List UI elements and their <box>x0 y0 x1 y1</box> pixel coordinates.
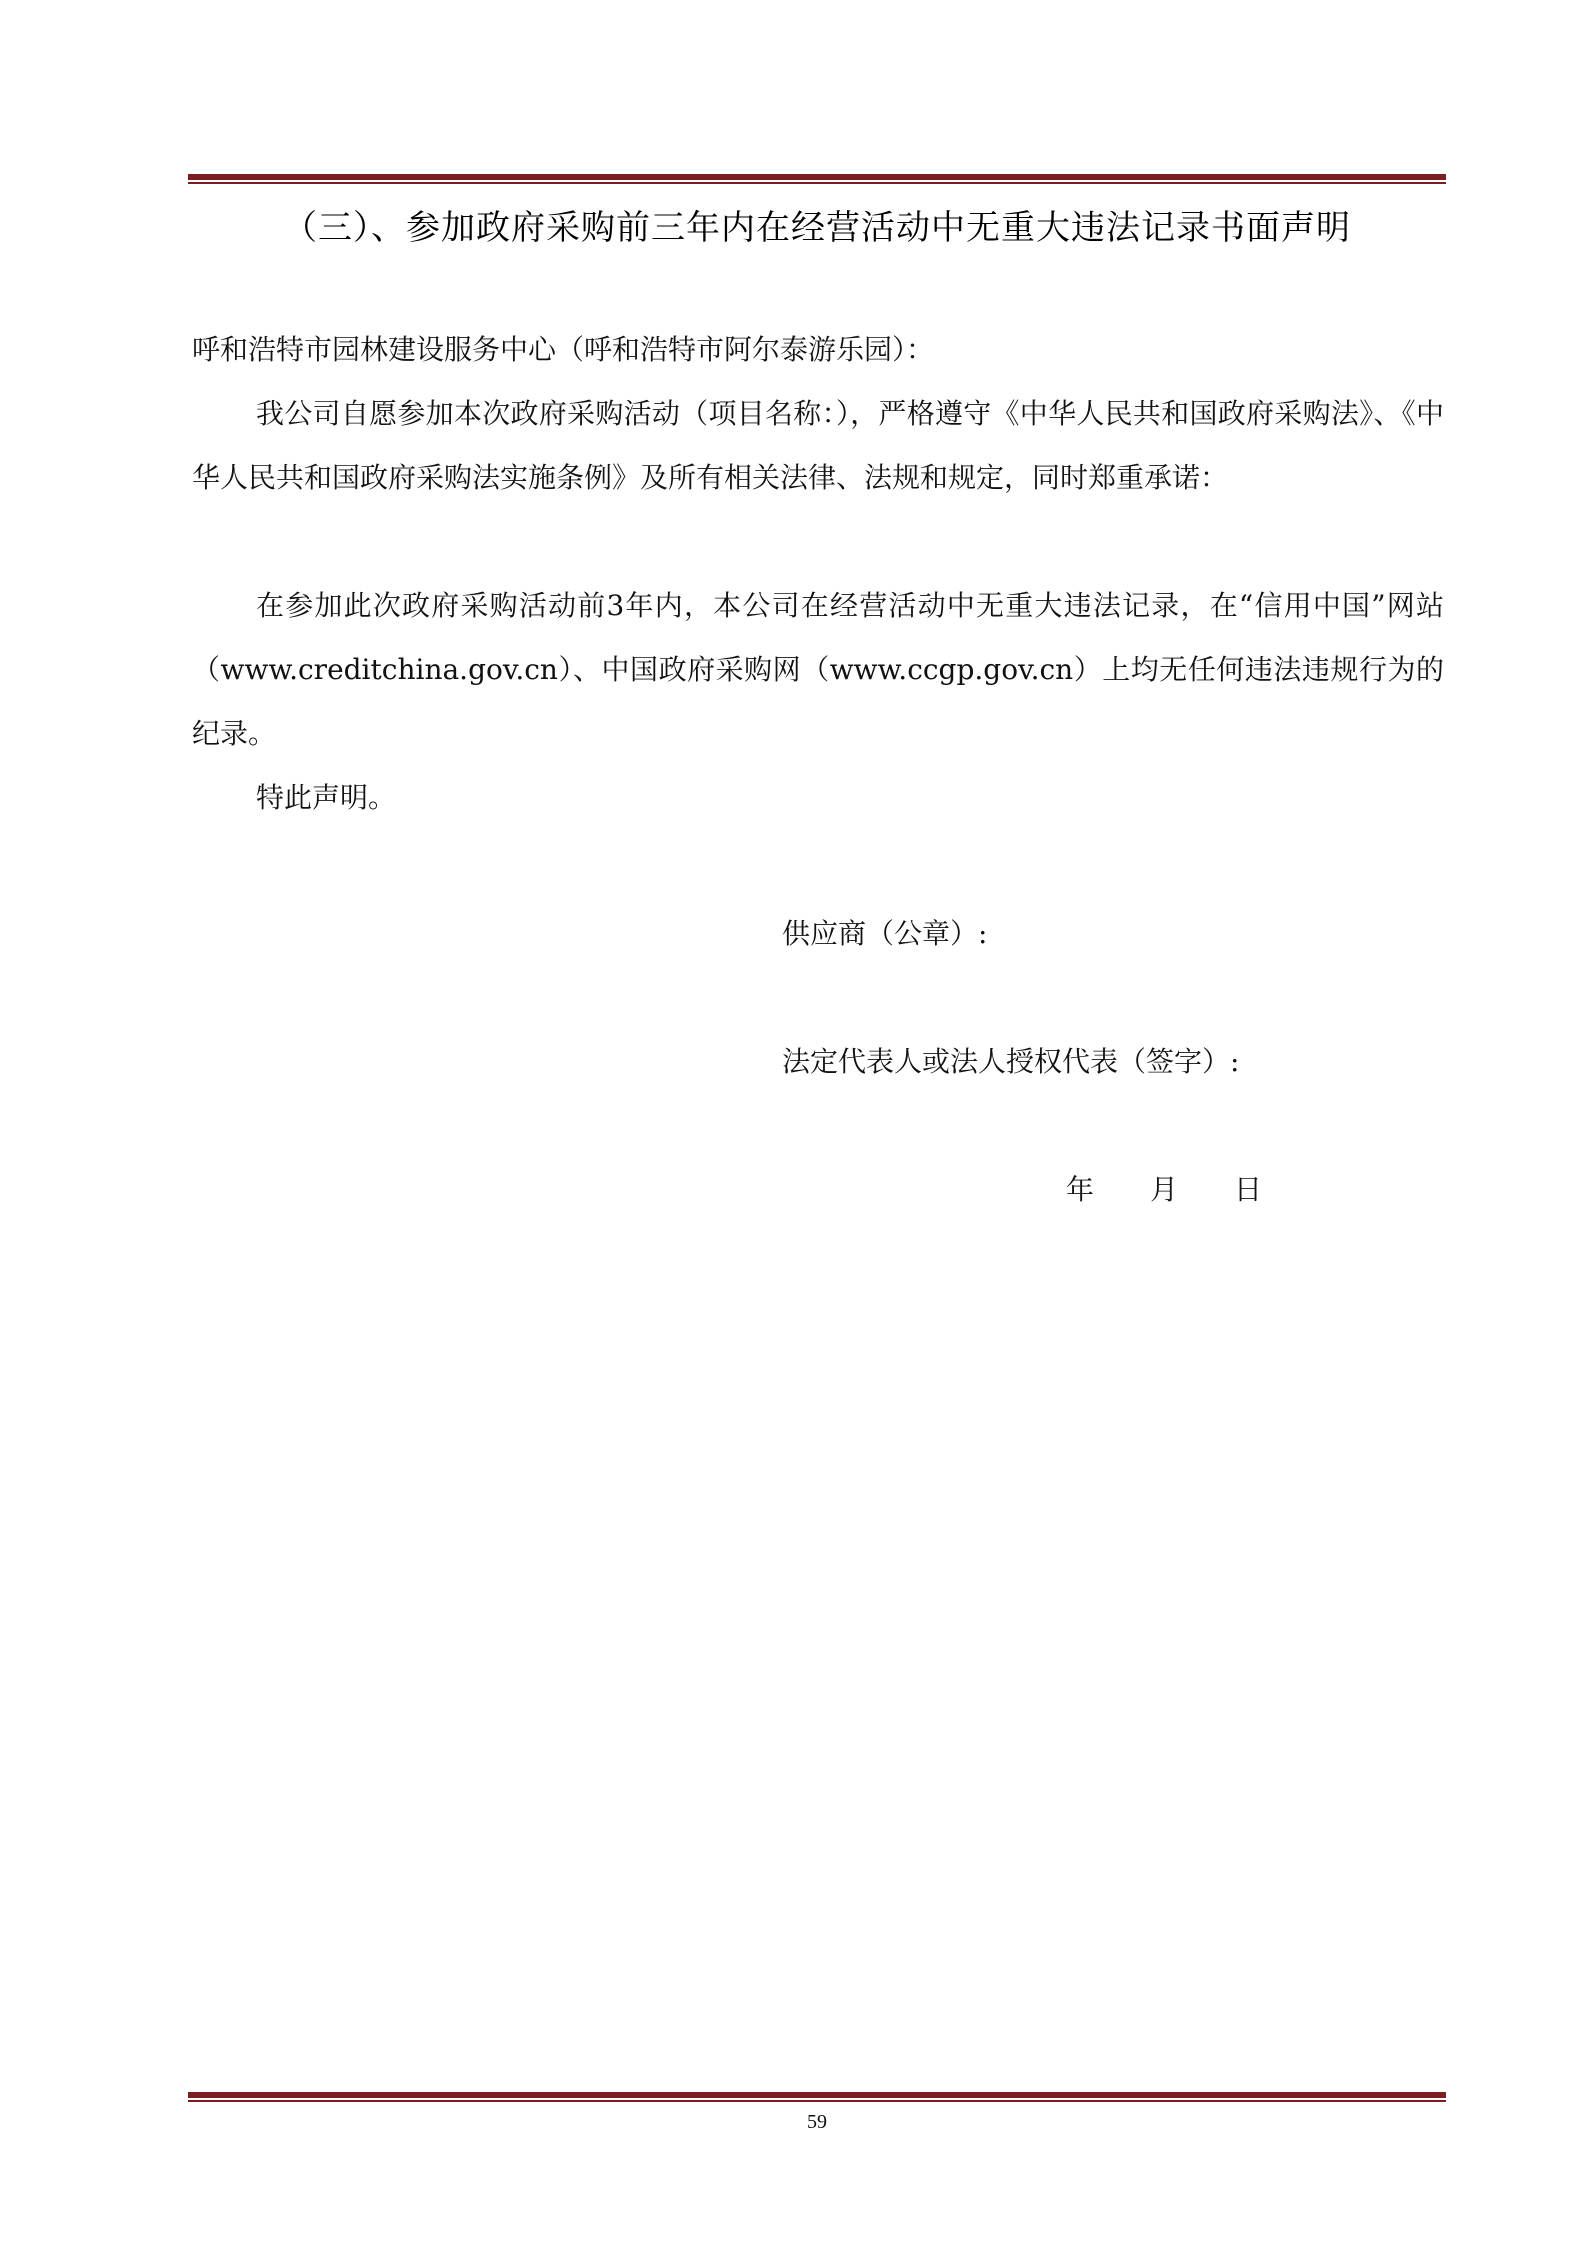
paragraph-no-violation: 在参加此次政府采购活动前3年内，本公司在经营活动中无重大违法记录，在“信用中国”网站（www.creditchina.gov.cn）、中国政府采购网（www.ccgp.gov.cn）上均无任何违法违规行为的纪录。 <box>192 589 1444 750</box>
footer-rule-thin <box>188 2100 1446 2102</box>
header-rule-thick <box>188 174 1446 180</box>
document-title: （三）、参加政府采购前三年内在经营活动中无重大违法记录书面声明 <box>283 208 1351 248</box>
date-day-label: 日 <box>1234 1173 1263 1206</box>
footer-rule-thick <box>188 2092 1446 2098</box>
supplier-seal-label: 供应商（公章）: <box>782 917 988 950</box>
date-row <box>1066 1158 1262 1222</box>
date-year-label: 年 <box>1066 1173 1095 1206</box>
footer-rule <box>188 2092 1446 2102</box>
header-rule <box>188 174 1446 184</box>
addressee: 呼和浩特市园林建设服务中心（呼和浩特市阿尔泰游乐园）： <box>192 333 935 366</box>
page-number: 59 <box>807 2111 827 2133</box>
header-rule-thin <box>188 182 1446 184</box>
paragraph-declaration: 特此声明。 <box>256 781 397 814</box>
paragraph-commitment: 我公司自愿参加本次政府采购活动（项目名称：），严格遵守《中华人民共和国政府采购法》、《中华人民共和国政府采购法实施条例》及所有相关法律、法规和规定，同时郑重承诺： <box>192 397 1444 494</box>
legal-rep-signature-label: 法定代表人或法人授权代表（签字）: <box>782 1045 1240 1078</box>
date-month-label: 月 <box>1150 1173 1179 1206</box>
